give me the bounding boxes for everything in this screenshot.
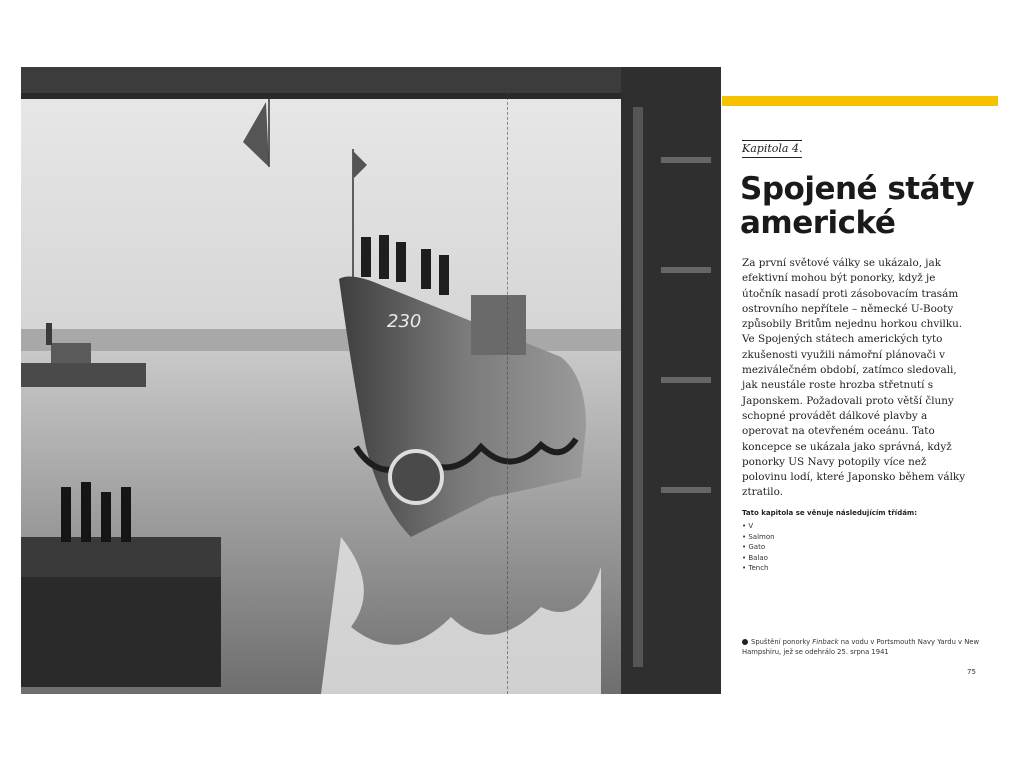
submarine-launch-photo [21,67,721,694]
chapter-title-line2: americké [740,205,896,241]
classes-list [742,521,775,574]
caption-bullet-icon [742,639,748,645]
photo-caption [742,637,982,657]
caption-text-end: na vodu v Portsmouth Navy Yardu v New Hampshiru, jež se odehrálo 25. srpna 1941 [742,638,980,656]
page-number: 75 [967,668,976,676]
caption-text-start: Spuštění ponorky [751,638,813,646]
chapter-intro-text: Za první světové války se ukázalo, jak efektivní mohou být ponorky, když je útočník nasadí proti zásobovacím trasám ostrovního nepřítele – německé U-Booty způsobily Britům nejednu horkou chvilku. Ve Spojených státech amerických tyto zkušenosti využili námořní plánovači v meziválečném období, zatímco sledovali, jak neustále roste hrozba střetnutí s Japonskem. Požadovali proto větší čluny schopné provádět dálkové plavby a operovat na otevřeném oceánu. Tato koncepce se ukázala jako správná, když ponorky US Navy potopily více než polovinu lodí, které Japonsko během války ztratilo. [742,257,966,499]
chapter-label: Kapitola 4. [742,140,802,158]
class-item-salmon: • Salmon [742,532,775,543]
hull-number: 230 [387,311,422,332]
class-item-v: • V [742,521,775,532]
chapter-title-line1: Spojené státy [740,171,975,207]
classes-heading: Tato kapitola se věnuje následujícím třídám: [742,509,918,517]
class-item-balao: • Balao [742,553,775,564]
caption-ship-name: Finback [812,638,839,646]
class-item-gato: • Gato [742,542,775,553]
class-item-tench: • Tench [742,563,775,574]
accent-bar [722,96,998,106]
page-gutter [507,67,508,694]
chapter-title [740,172,1000,240]
